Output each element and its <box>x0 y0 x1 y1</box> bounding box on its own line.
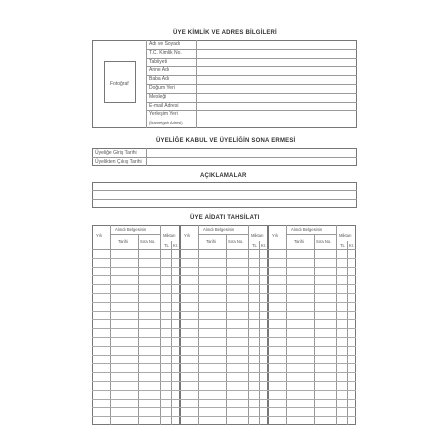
dues-row-line <box>92 267 180 268</box>
dues-date-label: Tarihi <box>118 239 129 244</box>
dues-kr-label: Kr. <box>261 243 267 248</box>
dues-row-line <box>92 284 180 285</box>
dues-row-line <box>92 372 180 373</box>
dues-row-line <box>92 302 180 303</box>
dues-tl-kr-line <box>171 241 172 425</box>
dues-column-line <box>314 234 315 425</box>
notes-line-1 <box>92 190 357 191</box>
dues-row-line <box>92 275 180 276</box>
dues-row-line <box>180 381 268 382</box>
section-title-membership: ÜYELİĞE KABUL VE ÜYELİĞİN SONA ERMESİ <box>156 138 296 144</box>
address-note: (İkametgah Adresi) <box>149 120 183 125</box>
dues-row-line <box>268 275 356 276</box>
dues-tl-label: TL <box>252 243 257 248</box>
dues-row-line <box>268 267 356 268</box>
dues-receipt-label: Alındı Belgesinin <box>203 227 235 232</box>
dues-row-line <box>180 328 268 329</box>
dues-row-line <box>268 407 356 408</box>
dues-amount-label: Miktarı <box>163 233 176 238</box>
identity-field-label: T.C. Kimlik No. <box>149 49 182 56</box>
dues-row-line <box>268 390 356 391</box>
dues-row-line <box>92 363 180 364</box>
dues-column-line <box>198 225 199 425</box>
membership-row-line <box>92 157 357 158</box>
identity-field-label: Yerleşim Yeri <box>149 111 178 118</box>
dues-row-line <box>268 416 356 417</box>
dues-row-line <box>268 284 356 285</box>
dues-row-line <box>92 407 180 408</box>
photo-box <box>104 61 136 103</box>
dues-row-line <box>180 293 268 294</box>
photo-label: Fotoğraf <box>110 81 129 87</box>
dues-receipt-label: Alındı Belgesinin <box>291 227 323 232</box>
dues-row-line <box>268 302 356 303</box>
dues-date-label: Tarihi <box>294 239 305 244</box>
dues-kr-label: Kr. <box>349 243 355 248</box>
dues-row-line <box>180 302 268 303</box>
dues-column-line <box>110 225 111 425</box>
dues-date-label: Tarihi <box>206 239 217 244</box>
dues-row-line <box>180 416 268 417</box>
dues-row-line <box>268 363 356 364</box>
dues-row-line <box>268 311 356 312</box>
identity-field-label: Doğum Yeri <box>149 85 175 91</box>
dues-row-line <box>268 381 356 382</box>
exit-date-label: Üyelikten Çıkış Tarihi <box>95 159 142 165</box>
dues-row-line <box>92 319 180 320</box>
dues-no-label: Sıra No. <box>228 239 244 244</box>
dues-kr-label: Kr. <box>173 243 179 248</box>
identity-row-line <box>146 58 357 59</box>
dues-row-line <box>180 390 268 391</box>
notes-box <box>92 182 357 208</box>
dues-row-line <box>180 319 268 320</box>
dues-row-line <box>268 372 356 373</box>
dues-year-label: Yılı <box>184 233 191 238</box>
dues-row-line <box>180 337 268 338</box>
dues-row-line <box>268 258 356 259</box>
section-title-identity: ÜYE KİMLİK VE ADRES BİLGİLERİ <box>173 30 277 36</box>
identity-field-label: Tabiiyeti <box>149 58 168 65</box>
identity-row-line <box>146 75 357 76</box>
dues-row-line <box>92 381 180 382</box>
dues-column-line <box>226 234 227 425</box>
dues-row-line <box>180 372 268 373</box>
identity-row-line <box>146 66 357 67</box>
identity-field-label: Adı ve Soyadı <box>149 41 181 47</box>
dues-tl-kr-line <box>347 241 348 425</box>
dues-row-line <box>180 284 268 285</box>
dues-year-label: Yılı <box>96 233 103 238</box>
dues-row-line <box>180 275 268 276</box>
dues-row-line <box>92 416 180 417</box>
dues-year-label: Yılı <box>272 233 279 238</box>
dues-block <box>268 225 356 425</box>
dues-row-line <box>92 311 180 312</box>
dues-row-line <box>268 337 356 338</box>
dues-amount-label: Miktarı <box>251 233 264 238</box>
identity-field-label: Anne Adı <box>149 67 170 74</box>
dues-row-line <box>180 267 268 268</box>
dues-row-line <box>180 346 268 347</box>
dues-tl-label: TL <box>164 243 169 248</box>
dues-header-line <box>198 234 248 235</box>
dues-row-line <box>92 328 180 329</box>
dues-row-line <box>180 258 268 259</box>
identity-row-line <box>146 84 357 85</box>
dues-row-line <box>180 311 268 312</box>
dues-row-line <box>180 399 268 400</box>
dues-row-line <box>268 328 356 329</box>
dues-row-line <box>92 346 180 347</box>
dues-column-line <box>160 225 161 425</box>
identity-field-label: Baba Adı <box>149 76 170 83</box>
dues-header-bottom <box>92 249 180 250</box>
section-title-dues: ÜYE AİDATI TAHSİLATI <box>190 215 260 221</box>
identity-row-line <box>146 93 357 94</box>
dues-row-line <box>268 319 356 320</box>
dues-row-line <box>92 337 180 338</box>
dues-row-line <box>180 355 268 356</box>
dues-column-line <box>336 225 337 425</box>
section-title-notes: AÇIKLAMALAR <box>200 173 247 179</box>
dues-column-line <box>248 225 249 425</box>
dues-row-line <box>180 407 268 408</box>
identity-field-label: Mesleği <box>149 93 167 100</box>
dues-header-bottom <box>268 249 356 250</box>
dues-column-line <box>138 234 139 425</box>
dues-tl-kr-line <box>259 241 260 425</box>
dues-amount-label: Miktarı <box>339 233 352 238</box>
dues-row-line <box>92 258 180 259</box>
dues-receipt-label: Alındı Belgesinin <box>115 227 147 232</box>
dues-row-line <box>268 399 356 400</box>
dues-row-line <box>180 363 268 364</box>
dues-column-line <box>286 225 287 425</box>
dues-block <box>92 225 180 425</box>
dues-block <box>180 225 268 425</box>
dues-row-line <box>92 355 180 356</box>
dues-tl-label: TL <box>340 243 345 248</box>
dues-row-line <box>268 355 356 356</box>
dues-header-line <box>110 234 160 235</box>
notes-line-2 <box>92 199 357 200</box>
identity-field-label: E-mail Adresi <box>149 102 179 109</box>
dues-no-label: Sıra No. <box>316 239 332 244</box>
dues-row-line <box>268 346 356 347</box>
dues-row-line <box>92 390 180 391</box>
dues-header-line <box>286 234 336 235</box>
dues-row-line <box>92 399 180 400</box>
dues-row-line <box>92 293 180 294</box>
entry-date-label: Üyeliğe Giriş Tarihi <box>95 150 137 156</box>
dues-no-label: Sıra No. <box>140 239 156 244</box>
membership-divider <box>146 148 147 166</box>
dues-header-bottom <box>180 249 268 250</box>
dues-row-line <box>268 293 356 294</box>
